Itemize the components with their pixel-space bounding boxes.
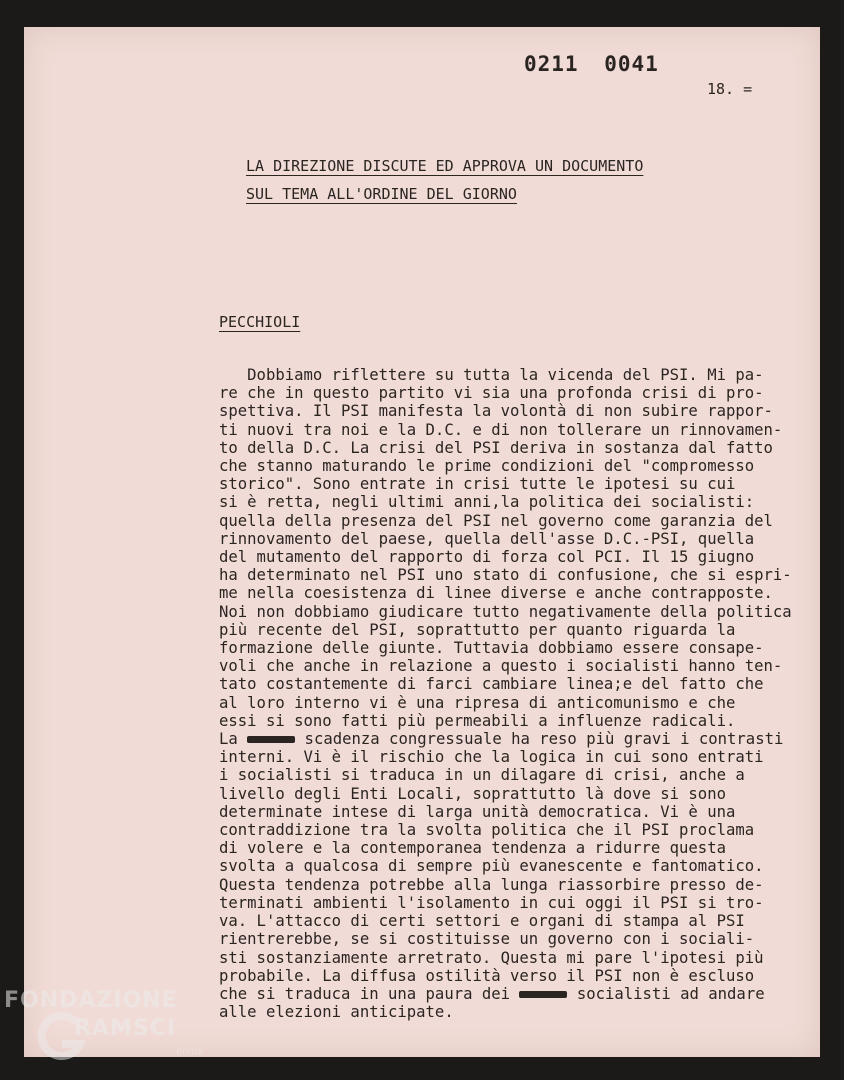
body-line: quella della presenza del PSI nel governo come garanzia del	[219, 511, 773, 530]
body-line: livello degli Enti Locali, soprattutto là dove si sono	[219, 784, 726, 803]
body-line: me nella coesistenza di linee diverse e anche contrapposte.	[219, 584, 773, 603]
body-line: interni. Vi è il rischio che la logica in cui sono entrati	[219, 748, 764, 767]
body-line: tato costantemente di farci cambiare linea;e del fatto che	[219, 675, 764, 694]
body-line: i socialisti si traduca in un dilagare di crisi, anche a	[219, 766, 745, 785]
page-number: 18. =	[707, 80, 753, 98]
body-line: rinnovamento del paese, quella dell'asse D.C.-PSI, quella	[219, 529, 755, 548]
body-line: che si traduca in una paura dei socialisti ad andare	[219, 984, 765, 1003]
body-line: terminati ambienti l'isolamento in cui oggi il PSI si tro-	[219, 893, 764, 912]
body-line: sti sostanziamente arretrato. Questa mi pare l'ipotesi più	[219, 948, 764, 967]
body-line: di volere e la contemporanea tendenza a ridurre questa	[219, 839, 726, 858]
body-line: Noi non dobbiamo giudicare tutto negativamente della politica	[219, 602, 792, 621]
body-line: Questa tendenza potrebbe alla lunga riassorbire presso de-	[219, 875, 764, 894]
body-line: si è retta, negli ultimi anni,la politica dei socialisti:	[219, 493, 755, 512]
title-line-1: LA DIREZIONE DISCUTE ED APPROVA UN DOCUMENTO	[246, 157, 644, 175]
body-line: formazione delle giunte. Tuttavia dobbiamo essere consape-	[219, 639, 764, 658]
title-line-2: SUL TEMA ALL'ORDINE DEL GIORNO	[246, 185, 517, 203]
document-number: 0211 0041	[524, 52, 659, 76]
body-line: contraddizione tra la svolta politica che il PSI proclama	[219, 821, 755, 840]
body-line: che stanno maturando le prime condizioni del "compromesso	[219, 457, 755, 476]
body-line: al loro interno vi è una ripresa di anticomunismo e che	[219, 693, 736, 712]
body-line: va. L'attacco di certi settori e organi di stampa al PSI	[219, 912, 745, 931]
body-line: rientrerebbe, se si costituisse un governo con i sociali-	[219, 930, 755, 949]
body-line: ti nuovi tra noi e la D.C. e di non tollerare un rinnovamen-	[219, 420, 783, 439]
watermark-line1: FONDAZIONE	[4, 988, 178, 1013]
body-line: del mutamento del rapporto di forza col PCI. Il 15 giugno	[219, 548, 755, 567]
speaker-name: PECCHIOLI	[219, 313, 301, 331]
watermark-line2: RAMSCI	[74, 1016, 177, 1041]
body-line: ha determinato nel PSI uno stato di confusione, che si espri-	[219, 566, 792, 585]
body-line: probabile. La diffusa ostilità verso il PSI non è escluso	[219, 966, 755, 985]
body-line: determinate intese di larga unità democratica. Vi è una	[219, 802, 736, 821]
body-line: voli che anche in relazione a questo i socialisti hanno ten-	[219, 657, 783, 676]
body-line: storico". Sono entrate in crisi tutte le ipotesi su cui	[219, 475, 736, 494]
document-title	[246, 152, 643, 208]
body-line: Dobbiamo riflettere su tutta la vicenda del PSI. Mi pa-	[219, 366, 764, 384]
redaction-mark	[519, 991, 567, 998]
watermark-line3: onlus	[176, 1046, 203, 1057]
body-text	[219, 366, 819, 1021]
body-line: La scadenza congressuale ha reso più gravi i contrasti	[219, 730, 784, 749]
body-line: più recente del PSI, soprattutto per quanto riguarda la	[219, 620, 736, 639]
fondazione-gramsci-logo	[4, 988, 224, 1068]
body-line: svolta a qualcosa di sempre più evanescente e fantomatico.	[219, 857, 764, 876]
body-line: alle elezioni anticipate.	[219, 1003, 454, 1022]
body-line: to della D.C. La crisi del PSI deriva in sostanza dal fatto	[219, 438, 773, 457]
redaction-mark	[247, 736, 295, 743]
body-line: re che in questo partito vi sia una profonda crisi di pro-	[219, 384, 764, 403]
body-line: essi si sono fatti più permeabili a influenze radicali.	[219, 711, 736, 730]
body-line: spettiva. Il PSI manifesta la volontà di non subire rappor-	[219, 402, 773, 421]
